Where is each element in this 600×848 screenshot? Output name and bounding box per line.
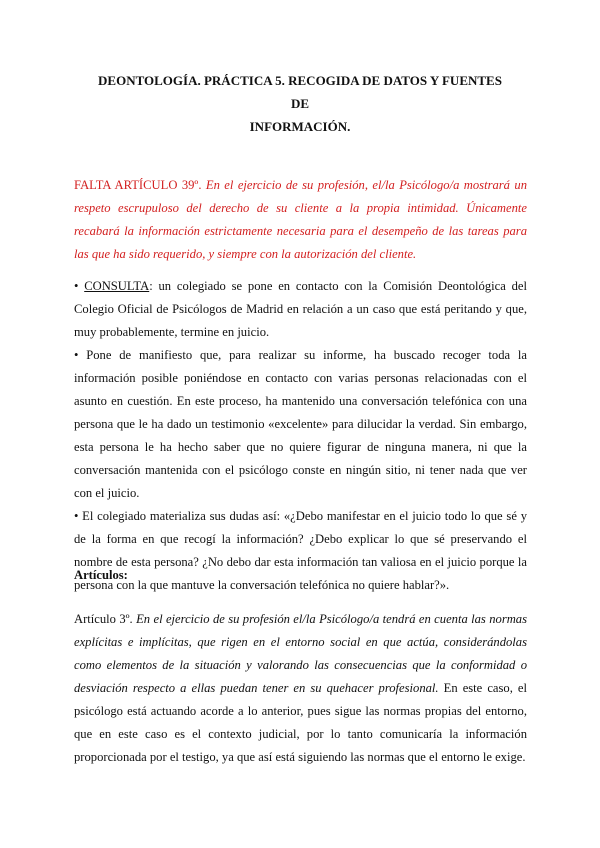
article-3-label: Artículo 3º. [74, 612, 133, 626]
fault-label: FALTA ARTÍCULO 39º. [74, 178, 202, 192]
bullet-consulta [74, 275, 527, 344]
bullet-manifiesto: • Pone de manifiesto que, para realizar su informe, ha buscado recoger toda la información posible poniéndose en contacto con varias personas relacionadas con el asunto en cuestión. En este proceso, ha mantenido una conversación telefónica con una persona que le ha dado un testimonio «excelente» para dilucidar la verdad. Sin embargo, esta persona le ha hecho saber que no quiere figurar de ninguna manera, ni que la conversación mantenida con el psicólogo conste en ningún sitio, ni tener nada que ver con el juicio. [74, 348, 527, 500]
fault-paragraph [74, 174, 527, 266]
article-3-commentary: En este caso, el psicólogo está actuando acorde a lo anterior, pues sigue las normas propias del entorno, que en este caso es el contexto judicial, por lo tanto comunicaría la información proporcionada por el testigo, ya que así está siguiendo las normas que el entorno le exige. [74, 681, 528, 764]
bullet-marker: • [74, 279, 85, 293]
case-description [74, 275, 527, 597]
article-3-paragraph [74, 608, 527, 769]
articles-heading: Artículos: [74, 568, 128, 582]
bullet-dudas: • El colegiado materializa sus dudas así: «¿Debo manifestar en el juicio todo lo que sé y de la forma en que recogí la información? ¿Debo explicar lo que sé preservando el nombre de esta persona? ¿No debo dar esta información tan valiosa en el juicio porque la persona con la que mantuve la conversación telefónica no quiere hablar?». [74, 509, 527, 592]
fault-text: En el ejercicio de su profesión, el/la Psicólogo/a mostrará un respeto escrupuloso del derecho de su cliente a la propia intimidad. Únicamente recabará la información estrictamente necesaria para el desempeño de las tareas para las que ha sido requerido, y siempre con la autorización del cliente. [74, 178, 527, 261]
article-3-quote: En el ejercicio de su profesión el/la Psicólogo/a tendrá en cuenta las normas explícitas e implícitas, que rigen en el entorno social en que actúa, considerándolas como elementos de la situación y valorando las consecuencias que la conformidad o desviación respecto a ellas puedan tener en su quehacer profesional. [74, 612, 528, 695]
consulta-text: : un colegiado se pone en contacto con la Comisión Deontológica del Colegio Oficial de Psicólogos de Madrid en relación a un caso que está peritando y que, muy probablemente, termine en juicio. [74, 279, 527, 339]
title-line-2: INFORMACIÓN. [249, 119, 351, 134]
consulta-label: CONSULTA [84, 279, 150, 293]
document-title [90, 69, 510, 138]
title-line-1: DEONTOLOGÍA. PRÁCTICA 5. RECOGIDA DE DATOS Y FUENTES DE [98, 73, 502, 111]
